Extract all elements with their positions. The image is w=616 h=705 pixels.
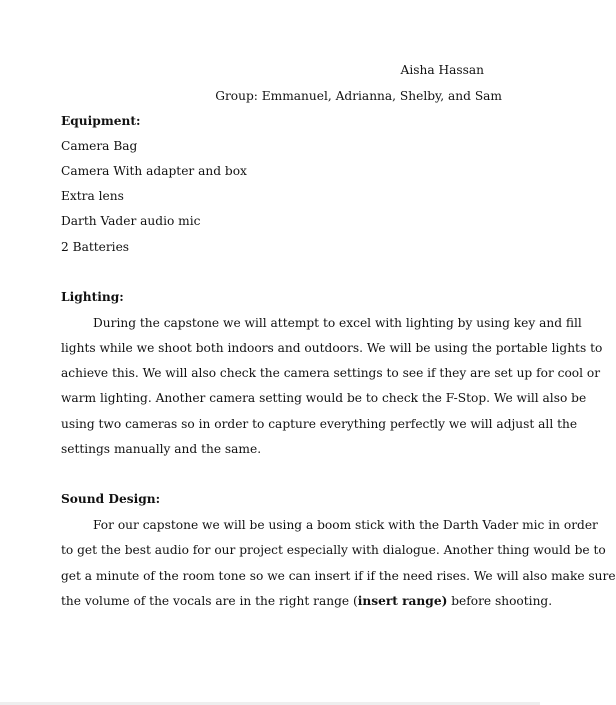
equipment-item: Camera Bag	[61, 139, 138, 153]
sound-design-heading: Sound Design:	[61, 492, 161, 506]
equipment-item: Camera With adapter and box	[61, 164, 247, 178]
lighting-paragraph-line: lights while we shoot both indoors and outdoors. We will be using the portable lights to	[61, 341, 603, 355]
insert-range-placeholder: insert range)	[357, 594, 448, 608]
author-name: Aisha Hassan	[400, 63, 484, 77]
sound-paragraph-line: to get the best audio for our project especially with dialogue. Another thing would be to	[61, 543, 606, 557]
sound-last-line-end: before shooting.	[447, 594, 553, 608]
lighting-paragraph-line: settings manually and the same.	[61, 442, 262, 456]
lighting-paragraph-line: achieve this. We will also check the camera settings to see if they are set up for cool or	[61, 366, 601, 380]
lighting-heading: Lighting:	[61, 290, 124, 304]
group-members: Group: Emmanuel, Adrianna, Shelby, and Sam	[215, 89, 502, 103]
lighting-paragraph-line: using two cameras so in order to capture everything perfectly we will adjust all the	[61, 417, 578, 431]
equipment-item: Extra lens	[61, 189, 124, 203]
lighting-paragraph-line: warm lighting. Another camera setting would be to check the F-Stop. We will also be	[61, 391, 587, 405]
equipment-item: 2 Batteries	[61, 240, 130, 254]
sound-last-line-start: the volume of the vocals are in the right range (	[61, 594, 358, 608]
lighting-paragraph-line: During the capstone we will attempt to excel with lighting by using key and fill	[93, 316, 582, 330]
equipment-item: Darth Vader audio mic	[61, 214, 201, 228]
sound-paragraph-line: For our capstone we will be using a boom stick with the Darth Vader mic in order	[93, 518, 598, 532]
equipment-heading: Equipment:	[61, 114, 141, 128]
sound-paragraph-line: get a minute of the room tone so we can insert if if the need rises. We will also make sure	[61, 569, 616, 583]
sound-paragraph-line	[61, 593, 552, 609]
